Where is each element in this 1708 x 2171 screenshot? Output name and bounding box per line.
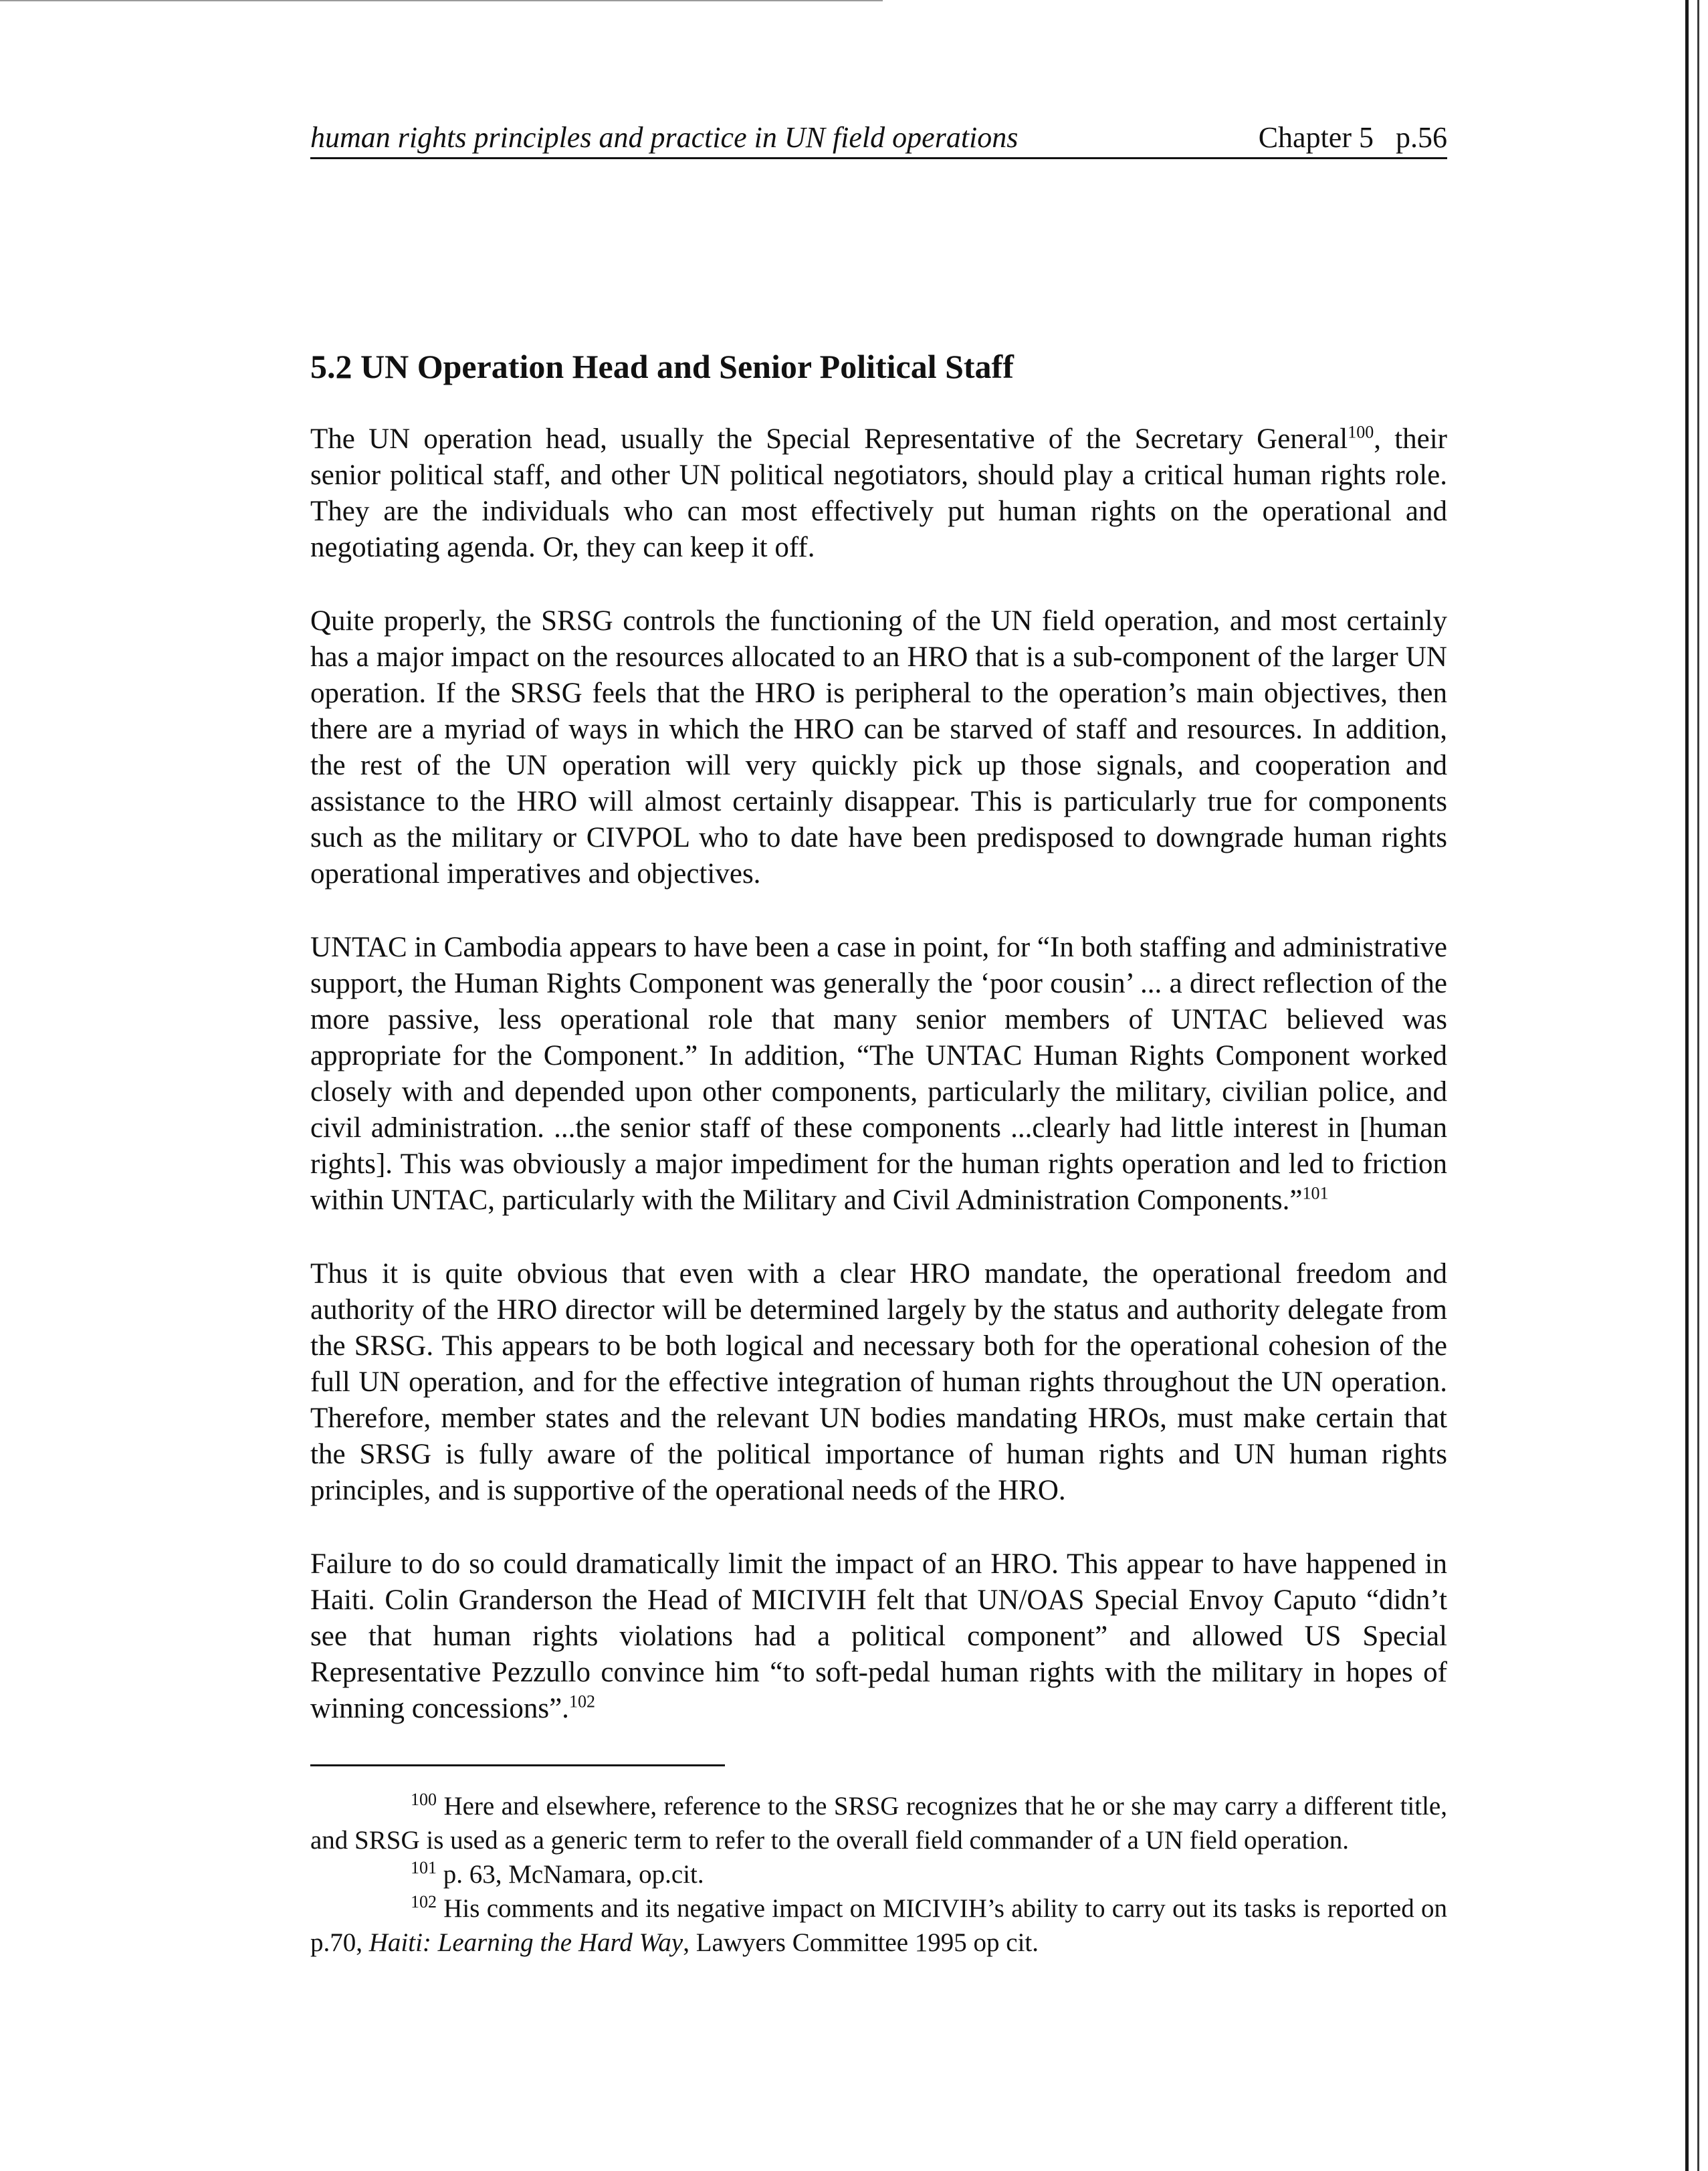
paragraph-5	[310, 1546, 1447, 1727]
document-page	[310, 120, 1447, 1960]
footnote-100-number: 100	[411, 1790, 437, 1809]
footnote-102-number: 102	[411, 1892, 437, 1911]
paragraph-1-text-a: The UN operation head, usually the Special Representative of the Secretary General	[310, 423, 1348, 455]
footnote-102-book-title: Haiti: Learning the Hard Way	[368, 1928, 683, 1957]
footnote-100-text: Here and elsewhere, reference to the SRSG recognizes that he or she may carry a different title, and SRSG is used as a generic term to refer to the overall field commander of a UN field operation.	[310, 1792, 1447, 1855]
footnote-102	[310, 1891, 1447, 1960]
footnote-101-number: 101	[411, 1858, 437, 1877]
footnote-100	[310, 1789, 1447, 1857]
paragraph-2: Quite properly, the SRSG controls the functioning of the UN field operation, and most certainly has a major impact on the resources allocated to an HRO that is a sub-component of the larger UN operation. If the SRSG feels that the HRO is peripheral to the operation’s main objectives, then there are a myriad of ways in which the HRO can be starved of staff and resources. In addition, the rest of the UN operation will very quickly pick up those signals, and cooperation and assistance to the HRO will almost certainly disappear. This is particularly true for components such as the military or CIVPOL who to date have been predisposed to downgrade human rights operational imperatives and objectives.	[310, 605, 1447, 890]
paragraph-5-text: Failure to do so could dramatically limit the impact of an HRO. This appear to have happened in Haiti. Colin Granderson the Head of MICIVIH felt that UN/OAS Special Envoy Caputo “didn’t see that human rights violations had a political component” and allowed US Special Representative Pezzullo convince him “to soft-pedal human rights with the military in hopes of winning concessions”.	[310, 1548, 1447, 1724]
paragraph-3-text: UNTAC in Cambodia appears to have been a case in point, for “In both staffing and administrative support, the Human Rights Component was generally the ‘poor cousin’ ... a direct reflection of the more passive, less operational role that many senior members of UNTAC believed was appropriate for the Component.” In addition, “The UNTAC Human Rights Component worked closely with and depended upon other components, particularly the military, civilian police, and civil administration. ...the senior staff of these components ...clearly had little interest in [human rights]. This was obviously a major impediment for the human rights operation and led to friction within UNTAC, particularly with the Military and Civil Administration Components.”	[310, 932, 1447, 1216]
footnote-ref-100[interactable]: 100	[1348, 422, 1374, 442]
scan-edge-right-inner	[1697, 0, 1699, 2171]
header-right	[1244, 120, 1447, 154]
paragraph-3	[310, 930, 1447, 1219]
footnote-102-text-b: , Lawyers Committee 1995 op cit.	[683, 1928, 1039, 1957]
running-header	[310, 120, 1447, 159]
paragraph-4: Thus it is quite obvious that even with a clear HRO mandate, the operational freedom and authority of the HRO director will be determined largely by the status and authority delegate from the SRSG. This appears to be both logical and necessary both for the operational cohesion of the full UN operation, and for the effective integration of human rights throughout the UN operation. Therefore, member states and the relevant UN bodies mandating HROs, must make certain that the SRSG is fully aware of the political importance of human rights and UN human rights principles, and is supportive of the operational needs of the HRO.	[310, 1258, 1447, 1506]
footnote-101	[310, 1857, 1447, 1891]
section-heading: 5.2 UN Operation Head and Senior Political Staff	[310, 348, 1014, 385]
header-page-number: p.56	[1396, 121, 1447, 154]
paragraph-1-text-b: , their senior political staff, and other UN political negotiators, should play a critical human rights role. They are the individuals who can most effectively put human rights on the operational and negotiating agenda. Or, they can keep it off.	[310, 423, 1447, 563]
header-chapter: Chapter 5	[1258, 121, 1374, 154]
header-title: human rights principles and practice in UN field operations	[310, 121, 1019, 154]
footnote-101-text: p. 63, McNamara, op.cit.	[437, 1860, 704, 1889]
footnote-ref-101[interactable]: 101	[1302, 1183, 1329, 1203]
footnote-102-text-a: His comments and its negative impact on MICIVIH’s ability to carry out its tasks is reported on p.70,	[310, 1894, 1447, 1957]
footnote-ref-102[interactable]: 102	[568, 1691, 595, 1712]
scan-edge-right	[1685, 0, 1689, 2171]
footnote-separator	[310, 1764, 725, 1766]
scan-edge-top	[0, 0, 883, 1]
paragraph-1	[310, 421, 1447, 566]
